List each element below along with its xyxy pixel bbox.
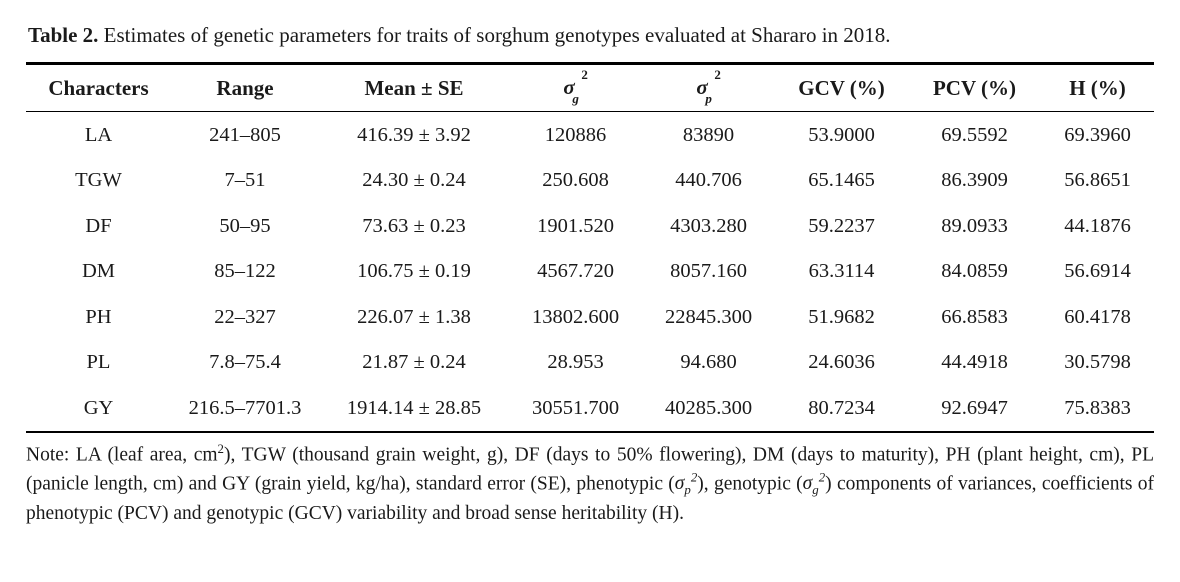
col-header-mean-se: Mean ± SE (319, 64, 509, 112)
cell-gcv: 53.9000 (808, 123, 875, 146)
cell-pcv: 69.5592 (941, 123, 1008, 146)
note-part3: ), genotypic ( (697, 473, 803, 495)
cell-character: DM (81, 260, 116, 282)
cell-sigma2g: 28.953 (547, 351, 604, 373)
cell-range: 216.5–7701.3 (171, 385, 319, 432)
cell-sigma2g: 4567.720 (537, 260, 614, 282)
cell-character: GY (26, 385, 171, 432)
table-row (26, 203, 1154, 249)
table-head (26, 64, 1154, 112)
table-row (26, 385, 1154, 432)
table-row (26, 340, 1154, 386)
genetic-parameters-table (26, 62, 1154, 433)
table-row (26, 112, 1154, 158)
cell-h: 60.4178 (1064, 305, 1131, 328)
cell-pcv: 44.4918 (941, 351, 1008, 373)
cell-gcv: 80.7234 (775, 385, 908, 432)
cell-pcv: 86.3909 (941, 169, 1008, 191)
cell-pcv: 92.6947 (908, 385, 1041, 432)
cell-mean-se: 416.39 ± 3.92 (357, 123, 471, 146)
cell-h: 56.8651 (1064, 169, 1131, 191)
cell-gcv: 59.2237 (808, 214, 875, 237)
col-header-sigma2p: $\sigma_p^2$ (642, 64, 775, 112)
cell-range: 50–95 (219, 214, 271, 237)
cell-character: LA (84, 123, 113, 146)
cell-character: TGW (75, 169, 122, 191)
cell-h: 75.8383 (1041, 385, 1154, 432)
cell-gcv: 65.1465 (808, 169, 875, 191)
cell-sigma2g: 1901.520 (537, 214, 614, 237)
table-note (26, 440, 1154, 528)
cell-mean-se: 226.07 ± 1.38 (357, 305, 471, 328)
table-row (26, 294, 1154, 340)
col-header-sigma2g: $\sigma_g^2$ (509, 64, 642, 112)
note-part2: ), TGW (thousand grain weight, g), DF (days to 50% flowering), DM (days to maturity), PH (plant height, cm), PL (panicle length, cm) and GY (grain yield, kg/ha), standard error (SE), phenotypic ( (26, 444, 1154, 495)
table-row (26, 249, 1154, 295)
cell-sigma2p: 40285.300 (642, 385, 775, 432)
table-header-row (26, 64, 1154, 112)
cell-pcv: 84.0859 (941, 260, 1008, 282)
col-header-characters: Characters (26, 64, 171, 112)
col-header-pcv: PCV (%) (908, 64, 1041, 112)
cell-pcv: 66.8583 (941, 305, 1008, 328)
note-sigma-p: $\sigma_p^2$ (674, 470, 698, 498)
cell-h: 44.1876 (1064, 214, 1131, 237)
cell-sigma2p: 83890 (682, 123, 735, 146)
cell-gcv: 63.3114 (808, 260, 875, 282)
cell-range: 85–122 (214, 260, 276, 282)
cell-mean-se: 21.87 ± 0.24 (362, 351, 466, 373)
cell-h: 69.3960 (1064, 123, 1131, 146)
cell-sigma2p: 440.706 (675, 169, 742, 191)
cell-sigma2p: 8057.160 (670, 260, 747, 282)
cell-mean-se: 24.30 ± 0.24 (362, 169, 466, 191)
col-header-gcv: GCV (%) (775, 64, 908, 112)
note-sigma-g: $\sigma_g^2$ (802, 470, 826, 498)
cell-sigma2g: 13802.600 (531, 305, 620, 328)
cell-gcv: 51.9682 (808, 305, 875, 328)
col-header-h: H (%) (1041, 64, 1154, 112)
cell-character: DF (85, 214, 112, 237)
cell-pcv: 89.0933 (941, 214, 1008, 237)
cell-range: 7.8–75.4 (209, 351, 281, 373)
note-sup-area: 2 (217, 441, 224, 456)
cell-sigma2p: 94.680 (680, 351, 737, 373)
col-header-range: Range (171, 64, 319, 112)
cell-mean-se: 1914.14 ± 28.85 (319, 385, 509, 432)
table-body (26, 112, 1154, 432)
cell-range: 22–327 (214, 305, 276, 328)
cell-sigma2g: 30551.700 (509, 385, 642, 432)
cell-sigma2g: 120886 (544, 123, 607, 146)
table-row (26, 158, 1154, 204)
cell-gcv: 24.6036 (808, 351, 875, 373)
cell-sigma2p: 22845.300 (664, 305, 753, 328)
cell-h: 30.5798 (1064, 351, 1131, 373)
caption-label: Table 2. (28, 23, 99, 47)
cell-sigma2p: 4303.280 (670, 214, 747, 237)
table-caption (28, 22, 1154, 48)
cell-mean-se: 73.63 ± 0.23 (362, 214, 466, 237)
note-part1: Note: LA (leaf area, cm (26, 444, 218, 466)
cell-character: PL (86, 351, 111, 373)
cell-range: 241–805 (209, 123, 281, 146)
cell-range: 7–51 (224, 169, 266, 191)
cell-mean-se: 106.75 ± 0.19 (357, 260, 471, 282)
note-part4: ) components of variances, coefficients of phenotypic (PCV) and genotypic (GCV) variability and broad sense heritability (H). (26, 473, 1154, 524)
cell-sigma2g: 250.608 (542, 169, 609, 191)
cell-h: 56.6914 (1064, 260, 1131, 282)
cell-character: PH (85, 305, 112, 328)
caption-text: Estimates of genetic parameters for traits of sorghum genotypes evaluated at Shararo in 2018. (98, 23, 891, 47)
